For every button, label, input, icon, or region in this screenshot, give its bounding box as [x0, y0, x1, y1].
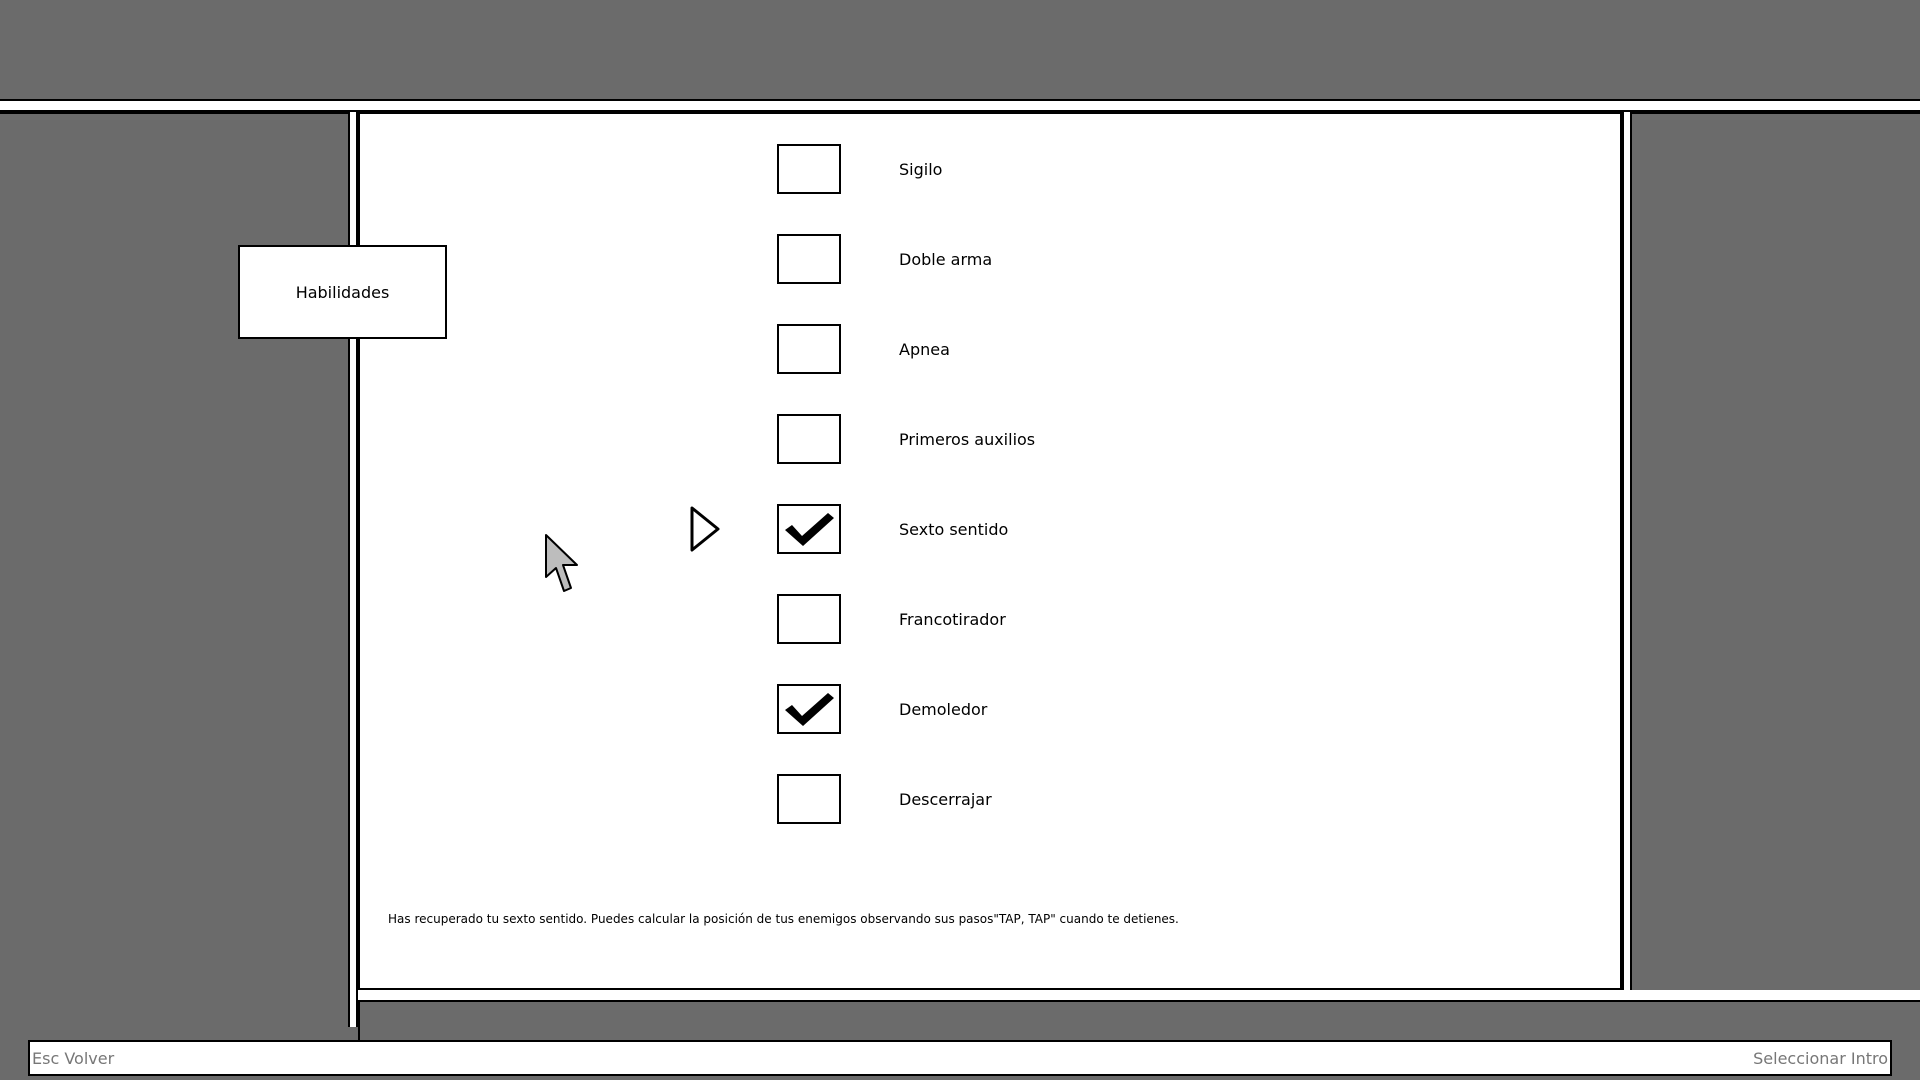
- right-pane: [1630, 112, 1920, 990]
- skill-checkbox[interactable]: [777, 684, 841, 734]
- mouse-pointer-icon: [544, 533, 580, 595]
- tab-label: Habilidades: [295, 282, 390, 302]
- top-rule: [0, 99, 1920, 112]
- skill-label: Sigilo: [899, 159, 943, 179]
- skill-label: Primeros auxilios: [899, 429, 1036, 449]
- skill-row-sexto-sentido[interactable]: [777, 504, 1277, 554]
- select-button[interactable]: Seleccionar Intro: [1753, 1048, 1888, 1068]
- checkmark-icon: [781, 509, 837, 549]
- skill-checkbox[interactable]: [777, 504, 841, 554]
- bottom-strip: [358, 990, 1920, 1002]
- skill-row-apnea[interactable]: [777, 324, 1277, 374]
- right-divider: [1622, 112, 1630, 990]
- triangle-right-icon: [688, 505, 722, 553]
- skill-row-demoledor[interactable]: [777, 684, 1277, 734]
- skill-row-francotirador[interactable]: [777, 594, 1277, 644]
- skill-label: Descerrajar: [899, 789, 992, 809]
- skill-label: Francotirador: [899, 609, 1006, 629]
- skill-label: Doble arma: [899, 249, 993, 269]
- skill-checkbox[interactable]: [777, 774, 841, 824]
- footer-bar: [28, 1040, 1892, 1076]
- skill-row-sigilo[interactable]: [777, 144, 1277, 194]
- tab-habilidades[interactable]: [238, 245, 447, 339]
- checkmark-icon: [781, 689, 837, 729]
- skill-checkbox[interactable]: [777, 144, 841, 194]
- skill-description: Has recuperado tu sexto sentido. Puedes calcular la posición de tus enemigos observando sus pasos"TAP, TAP" cuando te detienes.: [388, 912, 1179, 926]
- skill-row-descerrajar[interactable]: [777, 774, 1277, 824]
- skill-row-primeros-auxilios[interactable]: [777, 414, 1277, 464]
- skill-label: Sexto sentido: [899, 519, 1009, 539]
- bottom-strip-gray: [358, 1002, 1920, 1040]
- skill-checkbox[interactable]: [777, 414, 841, 464]
- skill-checkbox[interactable]: [777, 324, 841, 374]
- skill-checkbox[interactable]: [777, 234, 841, 284]
- skill-row-doble-arma[interactable]: [777, 234, 1277, 284]
- skill-label: Demoledor: [899, 699, 988, 719]
- back-button[interactable]: Esc Volver: [32, 1048, 115, 1068]
- skill-label: Apnea: [899, 339, 950, 359]
- skill-checkbox[interactable]: [777, 594, 841, 644]
